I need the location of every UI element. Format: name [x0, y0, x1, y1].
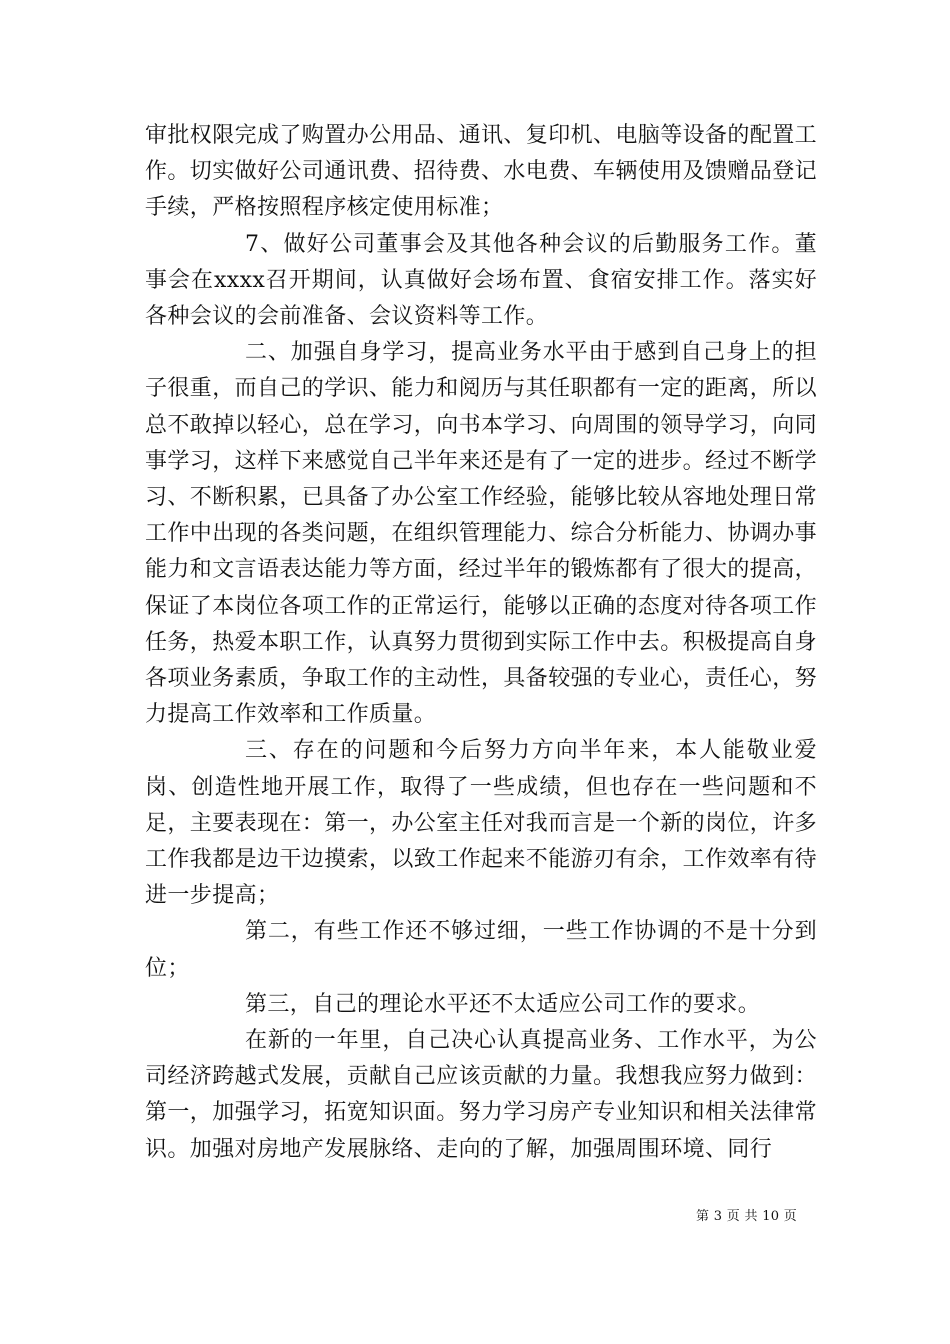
paragraph-new-year-plan: 在新的一年里，自己决心认真提高业务、工作水平，为公司经济跨越式发展，贡献自己应该贡献的力量。我想我应努力做到：第一，加强学习，拓宽知识面。努力学习房产专业知识和相关法律常识。加强对房地产发展脉络、走向的了解，加强周围环境、同行 — [145, 1028, 818, 1162]
document-body — [145, 118, 817, 1168]
paragraph-problems-and-direction: 三、存在的问题和今后努力方向半年来，本人能敬业爱岗、创造性地开展工作，取得了一些成绩，但也存在一些问题和不足，主要表现在：第一，办公室主任对我而言是一个新的岗位，许多工作我都是边干边摸索，以致工作起来不能游刃有余，工作效率有待进一步提高； — [145, 738, 818, 909]
paragraph-board-meeting-services: 7、做好公司董事会及其他各种会议的后勤服务工作。董事会在xxxx召开期间，认真做好会场布置、食宿安排工作。落实好各种会议的会前准备、会议资料等工作。 — [145, 231, 817, 330]
paragraph-procurement-continued: 审批权限完成了购置办公用品、通讯、复印机、电脑等设备的配置工作。切实做好公司通讯费、招待费、水电费、车辆使用及馈赠品登记手续，严格按照程序核定使用标准； — [145, 123, 818, 221]
paragraph-second-issue: 第二，有些工作还不够过细，一些工作协调的不是十分到位； — [145, 919, 817, 981]
page-number-footer: 第 3 页 共 10 页 — [696, 1209, 798, 1224]
paragraph-self-study: 二、加强自身学习，提高业务水平由于感到自己身上的担子很重，而自己的学识、能力和阅历与其任职都有一定的距离，所以总不敢掉以轻心，总在学习，向书本学习、向周围的领导学习，向同事学习，这样下来感觉自己半年来还是有了一定的进步。经过不断学习、不断积累，已具备了办公室工作经验，能够比较从容地处理日常工作中出现的各类问题，在组织管理能力、综合分析能力、协调办事能力和文言语表达能力等方面，经过半年的锻炼都有了很大的提高，保证了本岗位各项工作的正常运行，能够以正确的态度对待各项工作任务，热爱本职工作，认真努力贯彻到实际工作中去。积极提高自身各项业务素质，争取工作的主动性，具备较强的专业心，责任心，努力提高工作效率和工作质量。 — [145, 340, 818, 728]
paragraph-third-issue: 第三，自己的理论水平还不太适应公司工作的要求。 — [245, 991, 761, 1017]
